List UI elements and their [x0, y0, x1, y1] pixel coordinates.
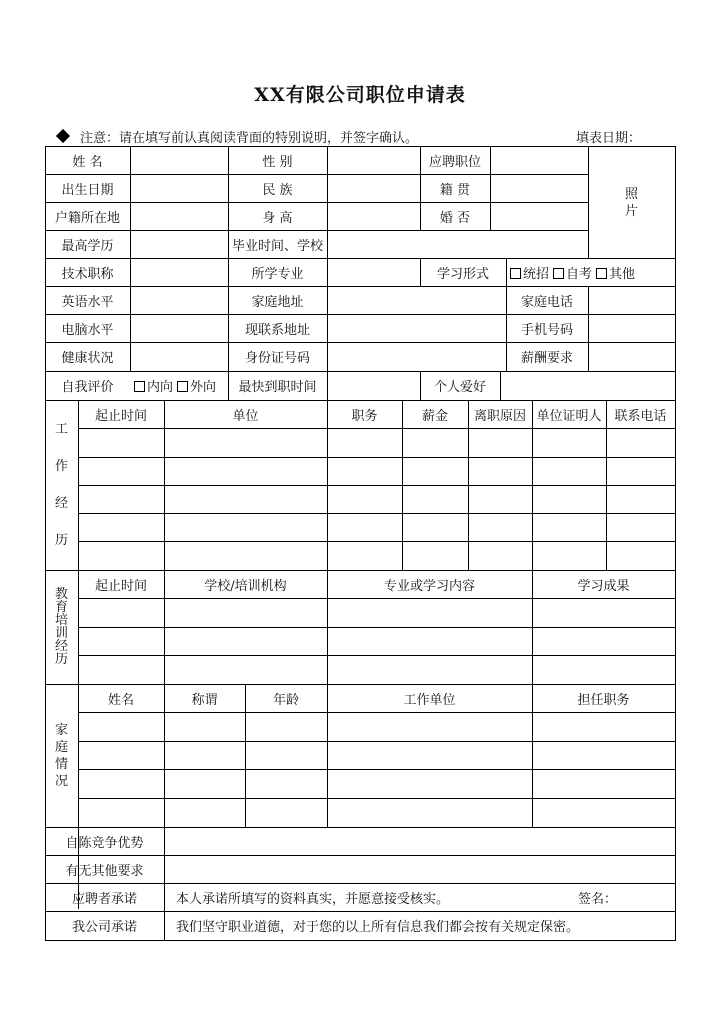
personality-options: [130, 371, 232, 400]
application-form-table: [45, 146, 676, 941]
label-company-promise: 我公司承诺: [71, 920, 137, 935]
label-birth: 出生日期: [61, 182, 114, 198]
family-cell[interactable]: [79, 799, 164, 827]
field-input[interactable]: [131, 203, 228, 230]
work-cell[interactable]: [403, 429, 468, 457]
work-cell[interactable]: [469, 514, 532, 541]
family-cell[interactable]: [328, 742, 532, 769]
field-input[interactable]: [491, 147, 588, 174]
work-section-label-char: 经: [54, 496, 68, 511]
work-cell[interactable]: [469, 429, 532, 457]
work-cell[interactable]: [165, 514, 327, 541]
edu-cell[interactable]: [533, 656, 675, 684]
work-cell[interactable]: [607, 458, 675, 485]
field-input[interactable]: [328, 203, 420, 230]
field-input[interactable]: [589, 315, 675, 342]
field-input[interactable]: [328, 259, 420, 286]
work-header: 起止时间: [94, 408, 147, 424]
field-input[interactable]: [328, 372, 420, 400]
edu-cell[interactable]: [533, 599, 675, 627]
work-cell[interactable]: [403, 458, 468, 485]
work-cell[interactable]: [469, 486, 532, 513]
work-header: 职务: [351, 408, 378, 424]
label-marriage: 婚 否: [439, 210, 471, 226]
edu-cell[interactable]: [165, 656, 327, 684]
company-promise-text: 我们坚守职业道德，对于您的以上所有信息我们都会按有关规定保密。: [176, 920, 580, 935]
label-native: 籍 贯: [439, 182, 471, 198]
family-cell[interactable]: [328, 713, 532, 741]
field-input[interactable]: [328, 231, 588, 258]
field-input[interactable]: [589, 287, 675, 314]
edu-section-label-char: 训: [54, 626, 68, 641]
family-header: 担任职务: [577, 692, 630, 708]
work-cell[interactable]: [79, 429, 164, 457]
edu-cell[interactable]: [165, 628, 327, 655]
family-cell[interactable]: [165, 770, 245, 798]
edu-header: 学校/培训机构: [204, 578, 287, 594]
edu-cell[interactable]: [79, 656, 164, 684]
edu-header: 起止时间: [94, 578, 147, 594]
field-input[interactable]: [131, 287, 228, 314]
work-cell[interactable]: [607, 542, 675, 570]
field-input[interactable]: [131, 343, 228, 371]
checkbox-icon[interactable]: [510, 268, 521, 279]
label-position: 应聘职位: [428, 154, 481, 170]
label-applicant-promise: 应聘者承诺: [71, 891, 137, 907]
field-input[interactable]: [131, 231, 228, 258]
label-strengths: 自陈竞争优势: [65, 835, 144, 851]
work-cell[interactable]: [328, 458, 402, 485]
label-tech-title: 技术职称: [61, 266, 114, 282]
work-cell[interactable]: [533, 486, 606, 513]
label-name: 姓 名: [72, 154, 103, 170]
edu-section-label-char: 经: [54, 639, 68, 654]
work-cell[interactable]: [533, 514, 606, 541]
work-cell[interactable]: [328, 542, 402, 570]
field-input[interactable]: [131, 315, 228, 342]
family-cell[interactable]: [165, 713, 245, 741]
other-requirements-input[interactable]: [165, 856, 675, 883]
work-header: 离职原因: [473, 408, 526, 424]
work-cell[interactable]: [469, 542, 532, 570]
work-cell[interactable]: [165, 429, 327, 457]
field-input[interactable]: [328, 287, 506, 314]
notice: [58, 127, 418, 146]
work-cell[interactable]: [533, 429, 606, 457]
label-study-form: 学习形式: [436, 266, 489, 282]
personality-options-option[interactable]: [177, 376, 216, 395]
work-cell[interactable]: [328, 486, 402, 513]
field-input[interactable]: [491, 175, 588, 202]
work-cell[interactable]: [79, 514, 164, 541]
work-section-label-char: 作: [54, 459, 68, 474]
work-section-label-char: 工: [54, 422, 68, 437]
label-home-address: 家庭地址: [251, 294, 304, 310]
work-cell[interactable]: [79, 458, 164, 485]
family-section-label: [45, 684, 78, 827]
family-section-label-char: 庭: [54, 739, 68, 755]
family-section-label-char: 况: [54, 773, 68, 789]
label-other-requirements: 有无其他要求: [65, 863, 144, 879]
edu-section-label-char: 培: [54, 613, 68, 628]
photo-box-char: 照: [624, 187, 638, 202]
family-cell[interactable]: [328, 770, 532, 798]
edu-cell[interactable]: [328, 599, 532, 627]
field-input[interactable]: [589, 343, 675, 371]
work-header: 薪金: [421, 408, 448, 424]
label-gender: 性 别: [262, 154, 293, 170]
applicant-promise-text: 本人承诺所填写的资料真实，并愿意接受核实。: [176, 891, 450, 907]
label-education: 最高学历: [61, 238, 114, 254]
field-input[interactable]: [491, 203, 588, 230]
work-cell[interactable]: [607, 429, 675, 457]
family-cell[interactable]: [246, 770, 327, 798]
fill-date-label: 填表日期：: [576, 131, 642, 146]
edu-header: 学习成果: [577, 578, 630, 594]
checkbox-icon[interactable]: [596, 268, 607, 279]
field-input[interactable]: [131, 147, 228, 174]
family-cell[interactable]: [79, 742, 164, 769]
checkbox-label: 其他: [609, 266, 636, 282]
label-hobbies: 个人爱好: [433, 380, 486, 395]
label-graduation: 毕业时间、学校: [231, 238, 323, 254]
checkbox-label: 自考: [566, 266, 593, 282]
field-input[interactable]: [131, 259, 228, 286]
personality-options-option[interactable]: [134, 376, 173, 395]
label-computer: 电脑水平: [61, 322, 114, 338]
label-hukou: 户籍所在地: [54, 210, 120, 226]
work-cell[interactable]: [533, 458, 606, 485]
field-input[interactable]: [328, 147, 420, 174]
label-earliest-start: 最快到职时间: [238, 380, 317, 395]
family-section-label-char: 家: [54, 722, 68, 738]
family-cell[interactable]: [533, 742, 675, 769]
work-cell[interactable]: [328, 429, 402, 457]
family-cell[interactable]: [246, 742, 327, 769]
checkbox-icon[interactable]: [553, 268, 564, 279]
study-form-options-option[interactable]: [510, 263, 549, 282]
family-cell[interactable]: [246, 799, 327, 827]
work-cell[interactable]: [165, 458, 327, 485]
work-cell[interactable]: [607, 486, 675, 513]
family-cell[interactable]: [533, 713, 675, 741]
field-input[interactable]: [328, 343, 506, 371]
signature-label: 签名：: [578, 891, 618, 907]
field-input[interactable]: [131, 175, 228, 202]
study-form-options: [506, 258, 679, 286]
edu-section-label-char: 育: [54, 600, 68, 615]
label-current-address: 现联系地址: [244, 322, 310, 338]
field-input[interactable]: [328, 315, 506, 342]
label-salary: 薪酬要求: [520, 351, 573, 366]
family-cell[interactable]: [246, 713, 327, 741]
work-cell[interactable]: [165, 542, 327, 570]
work-cell[interactable]: [79, 542, 164, 570]
family-cell[interactable]: [79, 770, 164, 798]
label-height: 身 高: [262, 210, 293, 226]
form-title: XX有限公司职位申请表: [254, 84, 466, 106]
edu-cell[interactable]: [79, 599, 164, 627]
family-section-label-char: 情: [54, 756, 68, 772]
notice-text: 注意：请在填写前认真阅读背面的特别说明，并签字确认。: [80, 131, 419, 146]
family-cell[interactable]: [165, 799, 245, 827]
strengths-input[interactable]: [165, 828, 675, 855]
family-cell[interactable]: [328, 799, 532, 827]
edu-header: 专业或学习内容: [383, 578, 475, 594]
label-ethnicity: 民 族: [262, 182, 293, 198]
family-header: 称谓: [191, 692, 218, 708]
edu-cell[interactable]: [79, 628, 164, 655]
work-header: 单位: [232, 408, 259, 424]
diamond-bullet-icon: [56, 129, 70, 143]
work-cell[interactable]: [533, 542, 606, 570]
work-cell[interactable]: [403, 514, 468, 541]
work-cell[interactable]: [328, 514, 402, 541]
study-form-options-option[interactable]: [553, 263, 592, 282]
edu-cell[interactable]: [165, 599, 327, 627]
edu-section-label-char: 教: [54, 587, 68, 602]
checkbox-label: 内向: [147, 380, 174, 395]
edu-cell[interactable]: [328, 628, 532, 655]
field-input[interactable]: [328, 175, 420, 202]
work-cell[interactable]: [607, 514, 675, 541]
family-header: 姓名: [107, 692, 134, 708]
work-cell[interactable]: [165, 486, 327, 513]
checkbox-icon[interactable]: [134, 381, 145, 392]
family-cell[interactable]: [165, 742, 245, 769]
family-cell[interactable]: [533, 799, 675, 827]
family-header: 工作单位: [403, 692, 456, 708]
work-section-label: [45, 400, 78, 570]
work-section-label-char: 历: [54, 533, 68, 548]
family-cell[interactable]: [79, 713, 164, 741]
edu-cell[interactable]: [533, 628, 675, 655]
edu-cell[interactable]: [328, 656, 532, 684]
table-rule: [45, 940, 676, 941]
field-input[interactable]: [501, 372, 675, 400]
work-cell[interactable]: [469, 458, 532, 485]
label-english: 英语水平: [61, 294, 114, 310]
label-mobile: 手机号码: [520, 322, 573, 338]
work-cell[interactable]: [403, 486, 468, 513]
checkbox-label: 统招: [523, 266, 550, 282]
label-id-number: 身份证号码: [244, 351, 310, 366]
checkbox-label: 外向: [190, 380, 217, 395]
family-header: 年龄: [272, 692, 299, 708]
work-cell[interactable]: [79, 486, 164, 513]
edu-section-label-char: 历: [54, 652, 68, 667]
study-form-options-option[interactable]: [596, 263, 635, 282]
work-header: 单位证明人: [536, 408, 602, 424]
checkbox-icon[interactable]: [177, 381, 188, 392]
work-cell[interactable]: [403, 542, 468, 570]
label-health: 健康状况: [61, 351, 114, 366]
work-header: 联系电话: [614, 408, 667, 424]
family-cell[interactable]: [533, 770, 675, 798]
photo-box-char: 片: [624, 204, 638, 219]
label-major: 所学专业: [251, 266, 304, 282]
photo-box: [588, 174, 675, 232]
edu-section-label: [45, 570, 78, 684]
label-home-phone: 家庭电话: [520, 294, 573, 310]
label-self-eval: 自我评价: [61, 380, 114, 395]
